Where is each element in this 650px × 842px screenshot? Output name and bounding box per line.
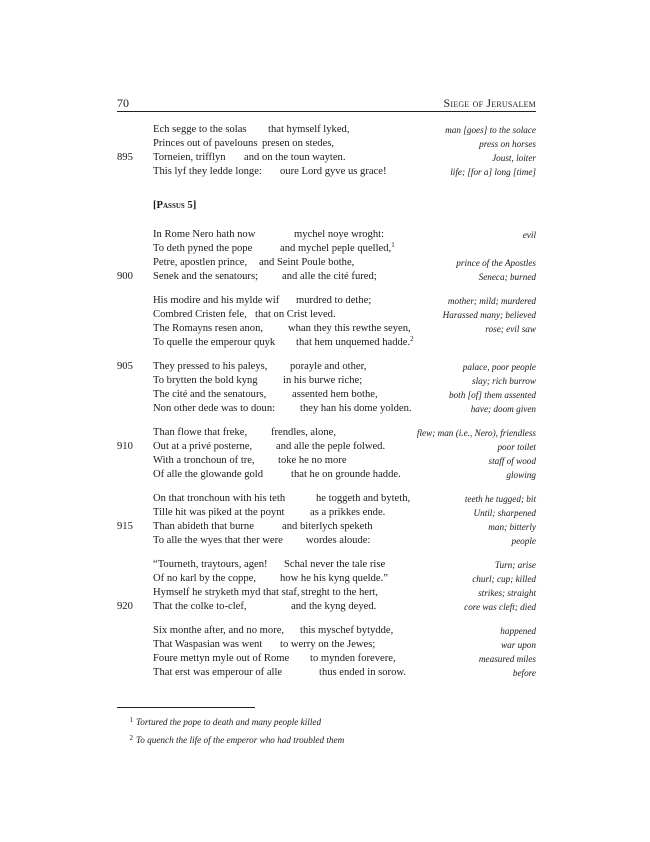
first-half-line: Foure mettyn myle out of Rome	[153, 653, 290, 664]
first-half-line: The Romayns resen anon,	[153, 323, 264, 334]
footnote	[117, 734, 344, 745]
marginal-gloss: Seneca; burned	[478, 272, 536, 282]
first-half-line: That the colke to-clef,	[153, 601, 247, 612]
second-half-line: in his burwe riche;	[283, 375, 363, 386]
verse-line	[0, 652, 650, 666]
stanza	[0, 492, 650, 548]
marginal-gloss: slay; rich burrow	[472, 376, 536, 386]
verse-line	[0, 520, 650, 534]
verse-line	[0, 242, 650, 256]
page-number: 70	[117, 96, 129, 110]
second-half-line: and biterlych speketh	[282, 521, 373, 532]
verse-line	[0, 468, 650, 482]
first-half-line: With a tronchoun of tre,	[153, 455, 255, 466]
second-half-line: they han his dome yolden.	[300, 403, 412, 414]
marginal-gloss: Harassed many; believed	[442, 310, 536, 320]
stanza	[0, 228, 650, 284]
verse-line	[0, 506, 650, 520]
marginal-gloss: prince of the Apostles	[456, 258, 536, 268]
verse-line	[0, 137, 650, 151]
verse-line	[0, 270, 650, 284]
marginal-gloss: life; [for a] long [time]	[450, 167, 536, 177]
second-half-line: assented hem bothe,	[292, 389, 378, 400]
second-half-line: mychel noye wroght:	[294, 229, 385, 240]
verse-line	[0, 624, 650, 638]
first-half-line: Of alle the glowande gold	[153, 469, 264, 480]
marginal-gloss: have; doom given	[470, 404, 536, 414]
marginal-gloss: man; bitterly	[488, 522, 536, 532]
verse-line	[0, 572, 650, 586]
second-half-line: this myschef bytydde,	[300, 625, 394, 636]
first-half-line: Tille hit was piked at the poynt	[153, 507, 285, 518]
verse-line	[0, 454, 650, 468]
second-half-line: thus ended in sorow.	[319, 667, 406, 678]
first-half-line: On that tronchoun with his teth	[153, 493, 286, 504]
first-half-line: His modire and his mylde wif	[153, 295, 280, 306]
marginal-gloss: flew; man (i.e., Nero), friendless	[416, 428, 536, 438]
marginal-gloss: poor toilet	[497, 442, 536, 452]
second-half-line: and mychel peple quelled,$^1$	[280, 241, 395, 254]
second-half-line: as a prikkes ende.	[310, 507, 386, 518]
first-half-line: To brytten the bold kyng	[153, 375, 258, 386]
second-half-line: how he his kyng quelde.”	[280, 573, 388, 584]
first-half-line: To deth pyned the pope	[153, 243, 253, 254]
verse-line	[0, 426, 650, 440]
marginal-gloss: churl; cup; killed	[472, 574, 536, 584]
first-half-line: Than abideth that burne	[153, 521, 254, 532]
second-half-line: and on the toun wayten.	[244, 152, 346, 163]
first-half-line: Hymself he stryketh myd that staf,	[153, 587, 300, 598]
verse-line	[0, 294, 650, 308]
marginal-gloss: Until; sharpened	[473, 508, 536, 518]
first-half-line: Princes out of pavelouns	[153, 138, 258, 149]
first-half-line: The cité and the senatours,	[153, 389, 267, 400]
second-half-line: to werry on the Jewes;	[280, 639, 376, 650]
second-half-line: he toggeth and byteth,	[316, 493, 411, 504]
footnote-rule	[117, 707, 255, 708]
verse-line	[0, 586, 650, 600]
marginal-gloss: happened	[500, 626, 536, 636]
verse-line	[0, 228, 650, 242]
verse-line	[0, 558, 650, 572]
line-number: 905	[117, 361, 133, 372]
stanza	[0, 360, 650, 416]
verse-line	[0, 151, 650, 165]
marginal-gloss: both [of] them assented	[448, 390, 536, 400]
second-half-line: frendles, alone,	[271, 427, 337, 438]
second-half-line: murdred to dethe;	[296, 295, 372, 306]
second-half-line: that hem unquemed hadde.$^2$	[296, 335, 414, 348]
running-title: Siege of Jerusalem	[443, 96, 536, 110]
first-half-line: “Tourneth, traytours, agen!	[153, 559, 268, 570]
second-half-line: porayle and other,	[290, 361, 367, 372]
second-half-line: presen on stedes,	[262, 138, 335, 149]
marginal-gloss: press on horses	[479, 139, 536, 149]
first-half-line: Six monthe after, and no more,	[153, 625, 285, 636]
second-half-line: toke he no more	[278, 455, 347, 466]
verse-line	[0, 440, 650, 454]
second-half-line: and the kyng deyed.	[291, 601, 377, 612]
marginal-gloss: man [goes] to the solace	[445, 125, 536, 135]
second-half-line: and Seint Poule bothe,	[259, 257, 355, 268]
stanza	[0, 558, 650, 614]
second-half-line: Schal never the tale rise	[284, 559, 386, 570]
footnote-number: 2	[129, 734, 133, 742]
first-half-line: Non other dede was to doun:	[153, 403, 276, 414]
stanza	[0, 426, 650, 482]
first-half-line: This lyf they ledde longe:	[153, 166, 262, 177]
first-half-line: Senek and the senatours;	[153, 271, 259, 282]
verse-line	[0, 402, 650, 416]
marginal-gloss: Turn; arise	[494, 560, 536, 570]
first-half-line: Torneien, trifflyn	[153, 152, 226, 163]
first-half-line: That erst was emperour of alle	[153, 667, 283, 678]
verse-line	[0, 666, 650, 680]
verse-line	[0, 322, 650, 336]
marginal-gloss: teeth he tugged; bit	[464, 494, 536, 504]
first-half-line: That Waspasian was went	[153, 639, 263, 650]
second-half-line: whan they this rewthe seyen,	[288, 323, 411, 334]
first-half-line: Combred Cristen fele,	[153, 309, 247, 320]
marginal-gloss: strikes; straight	[478, 588, 536, 598]
first-half-line: Out at a privé posterne,	[153, 441, 253, 452]
first-half-line: Than flowe that freke,	[153, 427, 248, 438]
stanza	[0, 624, 650, 680]
marginal-gloss: evil	[522, 230, 536, 240]
page-header	[117, 96, 536, 112]
line-number: 915	[117, 521, 133, 532]
verse-line	[0, 600, 650, 614]
line-number: 900	[117, 271, 133, 282]
marginal-gloss: core was cleft; died	[464, 602, 536, 612]
footnote-marker: 2	[410, 335, 414, 343]
line-number: 895	[117, 152, 133, 163]
section-heading: [Passus 5]	[153, 200, 197, 211]
first-half-line: Ech segge to the solas	[153, 124, 247, 135]
verse-line	[0, 336, 650, 350]
verse-line	[0, 360, 650, 374]
second-half-line: oure Lord gyve us grace!	[280, 166, 387, 177]
first-half-line: To quelle the emperour quyk	[153, 337, 276, 348]
marginal-gloss: mother; mild; murdered	[447, 296, 536, 306]
footnote-number: 1	[129, 716, 133, 724]
stanza	[0, 123, 650, 179]
first-half-line: Of no karl by the coppe,	[153, 573, 256, 584]
verse-line	[0, 308, 650, 322]
header-rule	[117, 111, 536, 112]
second-half-line: and alle the peple folwed.	[276, 441, 386, 452]
marginal-gloss: Joust, loiter	[492, 153, 536, 163]
verse-line	[0, 388, 650, 402]
verse-line	[0, 534, 650, 548]
marginal-gloss: rose; evil saw	[485, 324, 536, 334]
marginal-gloss: before	[512, 668, 536, 678]
second-half-line: streght to the hert,	[301, 587, 379, 598]
footnote-text: To quench the life of the emperor who had troubled them	[136, 735, 345, 745]
verse-line	[0, 165, 650, 179]
verse-line	[0, 374, 650, 388]
first-half-line: Petre, apostlen prince,	[153, 257, 248, 268]
second-half-line: and alle the cité fured;	[282, 271, 377, 282]
second-half-line: that he on grounde hadde.	[291, 469, 401, 480]
marginal-gloss: staff of wood	[488, 456, 536, 466]
second-half-line: that on Crist leved.	[255, 309, 336, 320]
first-half-line: They pressed to his paleys,	[153, 361, 268, 372]
verse-line	[0, 638, 650, 652]
second-half-line: wordes aloude:	[306, 535, 371, 546]
footnote	[117, 716, 321, 727]
marginal-gloss: palace, poor people	[462, 362, 536, 372]
marginal-gloss: glowing	[506, 470, 536, 480]
stanza	[0, 294, 650, 350]
line-number: 920	[117, 601, 133, 612]
marginal-gloss: measured miles	[478, 654, 536, 664]
second-half-line: that hymself lyked,	[268, 124, 350, 135]
first-half-line: In Rome Nero hath now	[153, 229, 256, 240]
marginal-gloss: war upon	[501, 640, 536, 650]
second-half-line: to mynden forevere,	[310, 653, 396, 664]
footnote-marker: 1	[391, 241, 395, 249]
verse-line	[0, 256, 650, 270]
first-half-line: To alle the wyes that ther were	[153, 535, 283, 546]
marginal-gloss: people	[511, 536, 536, 546]
verse-line	[0, 123, 650, 137]
line-number: 910	[117, 441, 133, 452]
verse-line	[0, 492, 650, 506]
footnote-text: Tortured the pope to death and many people killed	[136, 717, 322, 727]
